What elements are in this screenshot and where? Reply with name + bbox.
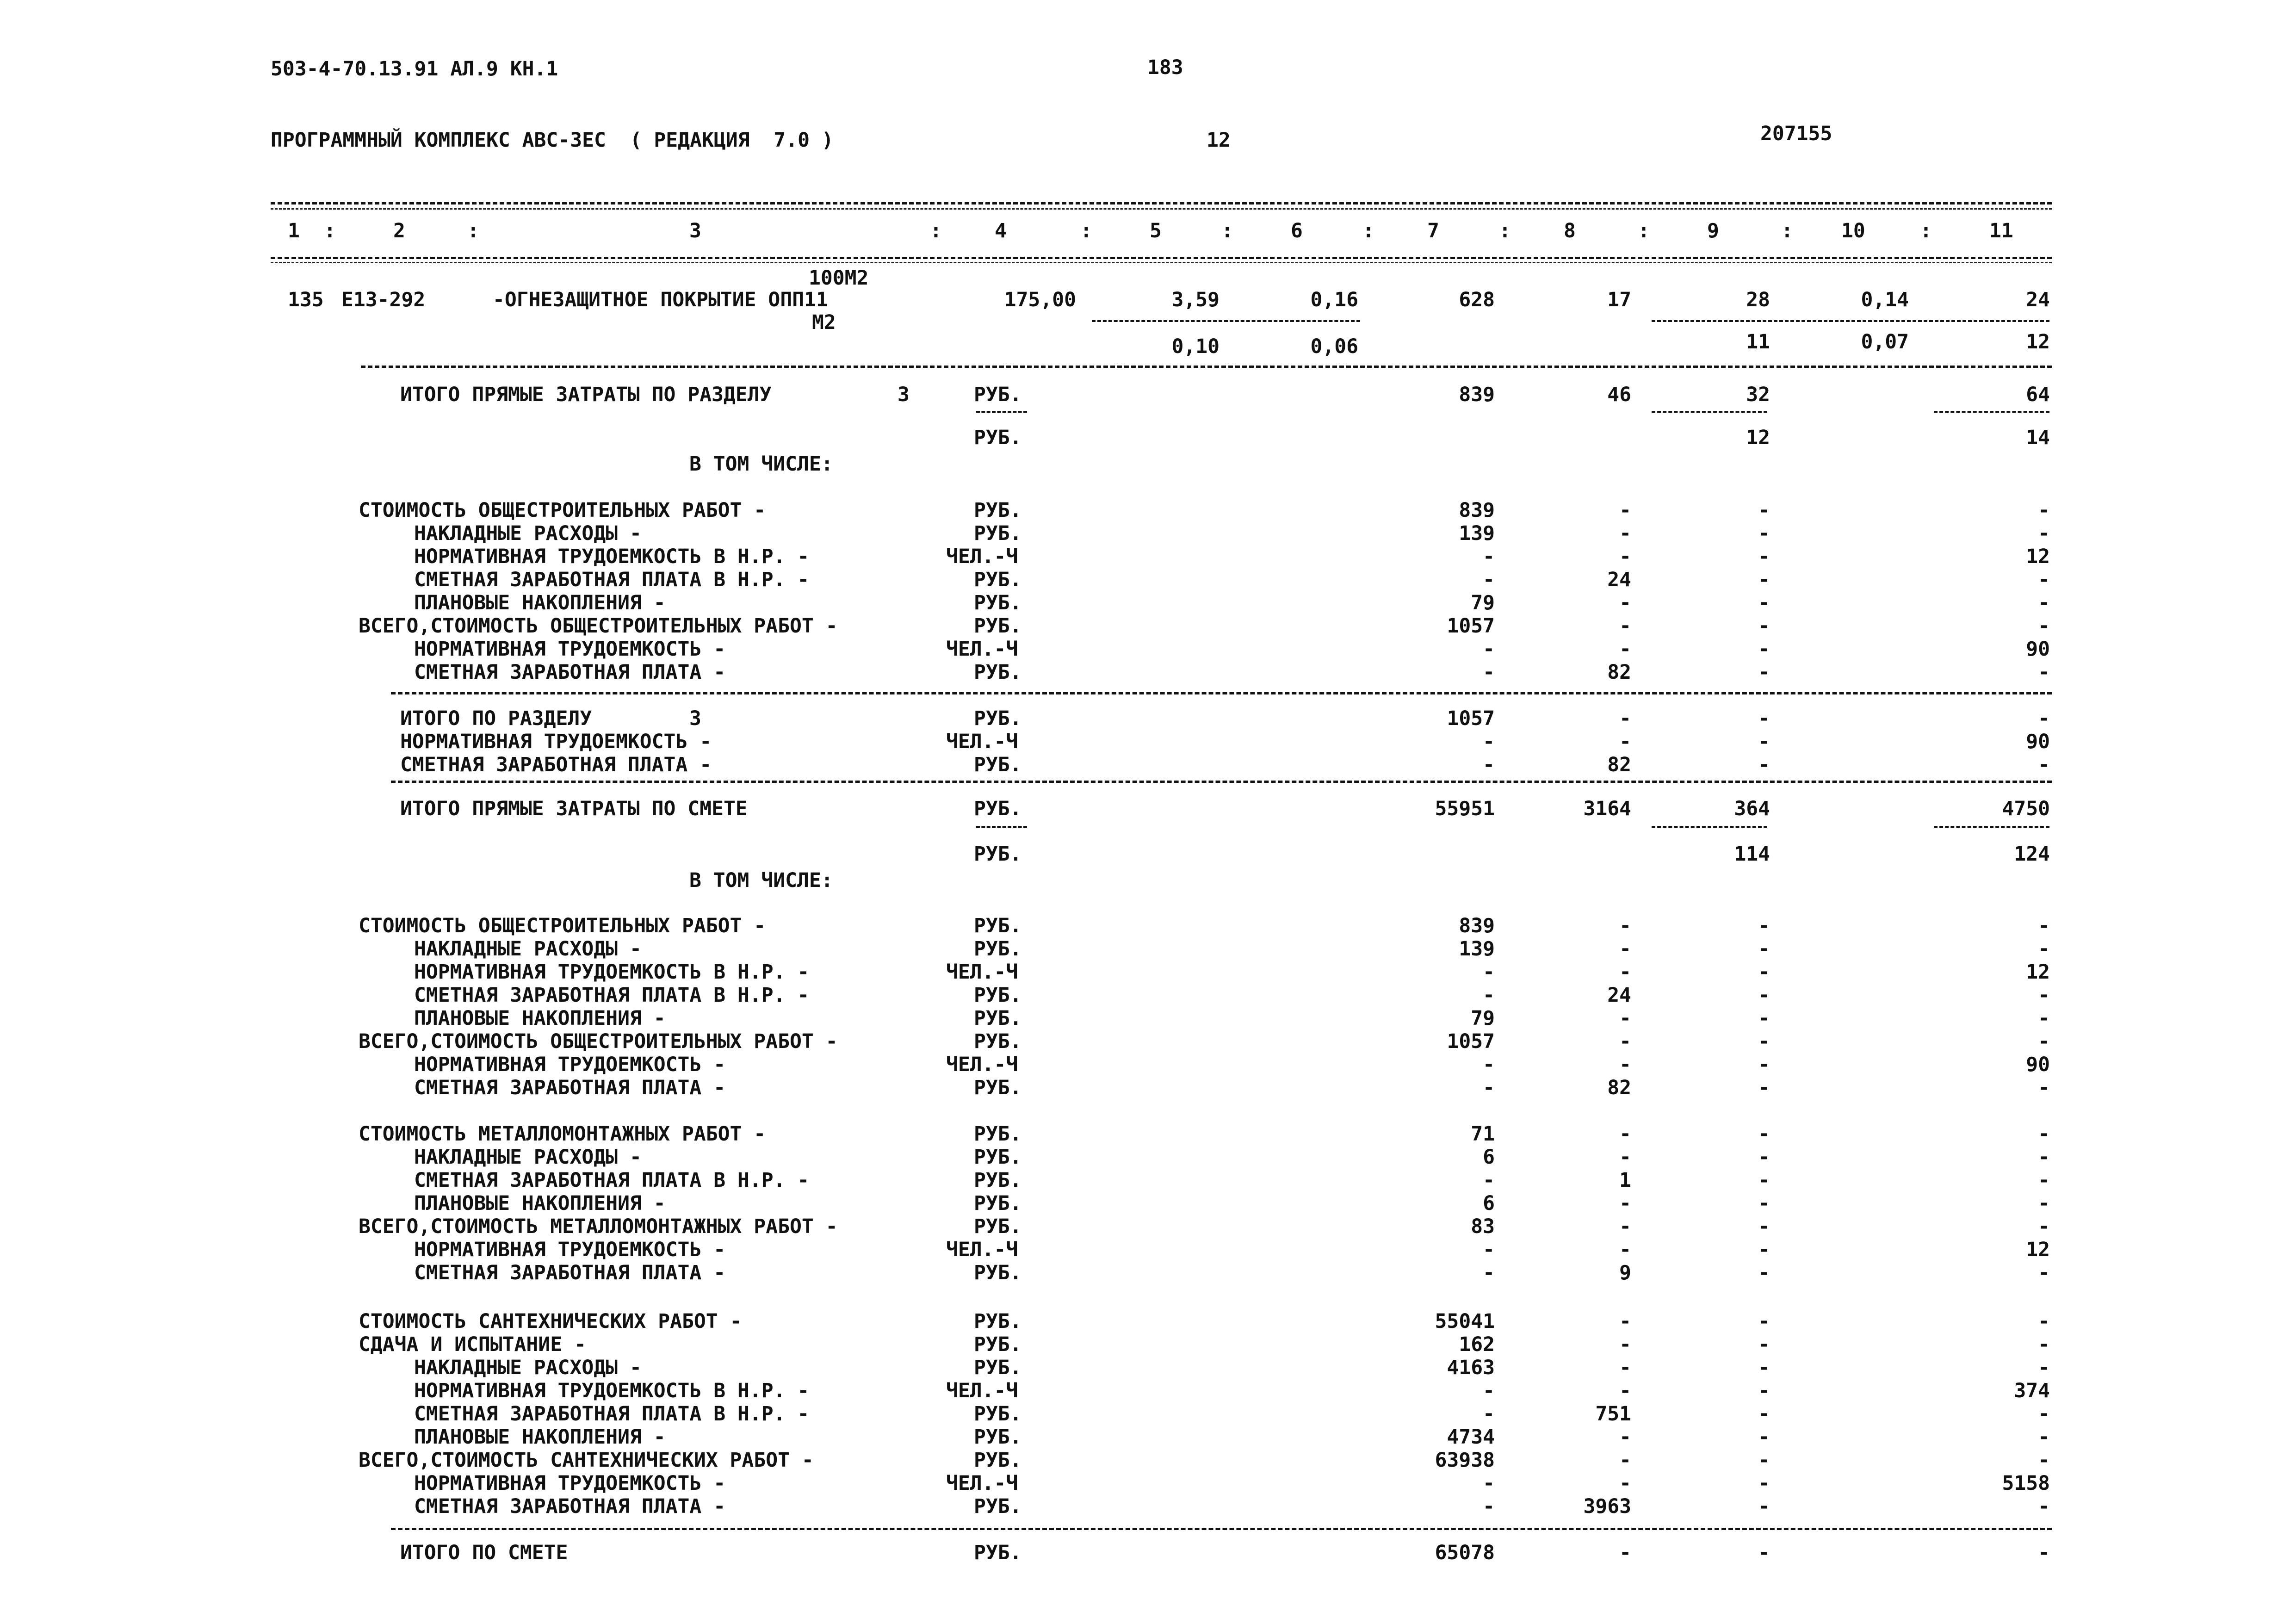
row-unit: РУБ.: [974, 1261, 1022, 1284]
row-col7: -: [1483, 1238, 1495, 1261]
column-header-2: 2: [393, 219, 405, 242]
row-col7: -: [1483, 1261, 1495, 1284]
row-col11: -: [2038, 1541, 2050, 1564]
row-col9: -: [1758, 614, 1770, 638]
row-col9: -: [1758, 1192, 1770, 1215]
row-col11: -: [2038, 591, 2050, 614]
section-rule-3: [391, 1528, 2052, 1530]
item-col9: 28: [1746, 288, 1770, 311]
row-col7: -: [1483, 661, 1495, 684]
row-col7: -: [1483, 1402, 1495, 1426]
row-col7: 55041: [1435, 1310, 1495, 1333]
item-col10: 0,14: [1861, 288, 1909, 311]
row-unit: РУБ.: [974, 1007, 1022, 1030]
row-unit: ЧЕЛ.-Ч: [946, 961, 1018, 984]
row-col7: 79: [1471, 591, 1495, 614]
row-col7: 839: [1459, 383, 1495, 406]
row-unit: РУБ.: [974, 937, 1022, 961]
item-quantity: 175,00: [1004, 288, 1076, 311]
row-col9: -: [1758, 914, 1770, 937]
header-bottom-rule-2: [271, 262, 2052, 263]
row-col9: -: [1758, 1541, 1770, 1564]
item-unit-bottom: М2: [812, 311, 836, 334]
row-col11: 90: [2026, 638, 2050, 661]
row-col8: -: [1619, 1053, 1631, 1076]
row-col7: -: [1483, 730, 1495, 753]
row-label: НОРМАТИВНАЯ ТРУДОЕМКОСТЬ -: [400, 730, 712, 753]
row-label: ПЛАНОВЫЕ НАКОПЛЕНИЯ -: [414, 1426, 666, 1449]
row-label: СТОИМОСТЬ ОБЩЕСТРОИТЕЛЬНЫХ РАБОТ -: [359, 914, 766, 937]
row-col7: -: [1483, 545, 1495, 568]
row-col8: 24: [1607, 568, 1631, 591]
column-separator: :: [1499, 219, 1511, 242]
row-col9: -: [1758, 753, 1770, 776]
item-bottom-rule: [361, 366, 2052, 368]
row-label: В ТОМ ЧИСЛЕ:: [689, 452, 833, 476]
row-col8: -: [1619, 1541, 1631, 1564]
row-unit: РУБ.: [974, 984, 1022, 1007]
row-section-number: 3: [689, 707, 701, 730]
row-label: НОРМАТИВНАЯ ТРУДОЕМКОСТЬ -: [414, 638, 726, 661]
row-col11: -: [2038, 661, 2050, 684]
row-col11: -: [2038, 1356, 2050, 1379]
row-col11: -: [2038, 1192, 2050, 1215]
row-unit: РУБ.: [974, 1402, 1022, 1426]
row-col8: -: [1619, 961, 1631, 984]
row-col11: -: [2038, 1426, 2050, 1449]
row-col8: 9: [1619, 1261, 1631, 1284]
row-unit: РУБ.: [974, 1333, 1022, 1356]
row-col8: -: [1619, 499, 1631, 522]
row-col7: 4163: [1447, 1356, 1495, 1379]
row-col11: 5158: [2002, 1472, 2050, 1495]
row-col9: -: [1758, 1402, 1770, 1426]
column-separator: :: [930, 219, 942, 242]
row-label: СТОИМОСТЬ ОБЩЕСТРОИТЕЛЬНЫХ РАБОТ -: [359, 499, 766, 522]
row-col7: 79: [1471, 1007, 1495, 1030]
table-top-rule: [271, 202, 2052, 205]
row-col11: 64: [2026, 383, 2050, 406]
row-col8: -: [1619, 1215, 1631, 1238]
row-col8: -: [1619, 1449, 1631, 1472]
item-col11: 24: [2026, 288, 2050, 311]
item-col10-sub: 0,07: [1861, 330, 1909, 353]
row-col7: -: [1483, 1169, 1495, 1192]
table-top-rule-2: [271, 208, 2052, 210]
row-col7: 1057: [1447, 1030, 1495, 1053]
program-title: ПРОГРАММНЫЙ КОМПЛЕКС АВС-3ЕС ( РЕДАКЦИЯ 7.0 ): [271, 129, 834, 152]
row-col8: 1: [1619, 1169, 1631, 1192]
row-col9: -: [1758, 1426, 1770, 1449]
row-col9: -: [1758, 707, 1770, 730]
row-unit: РУБ.: [974, 1192, 1022, 1215]
row-label: ПЛАНОВЫЕ НАКОПЛЕНИЯ -: [414, 1192, 666, 1215]
row-col7: 6: [1483, 1146, 1495, 1169]
row-unit: РУБ.: [974, 568, 1022, 591]
row-col8: 82: [1607, 753, 1631, 776]
row-label: СТОИМОСТЬ САНТЕХНИЧЕСКИХ РАБОТ -: [359, 1310, 742, 1333]
row-col11: -: [2038, 914, 2050, 937]
row-col7: 1057: [1447, 614, 1495, 638]
page-number: 183: [1147, 56, 1183, 79]
row-unit: РУБ.: [974, 499, 1022, 522]
row-col9: -: [1758, 937, 1770, 961]
row-col7: 71: [1471, 1122, 1495, 1146]
row-col8: 3963: [1583, 1495, 1631, 1518]
item-code: Е13-292: [341, 288, 426, 311]
row-label: ПЛАНОВЫЕ НАКОПЛЕНИЯ -: [414, 591, 666, 614]
row-col11: -: [2038, 707, 2050, 730]
row-col11: -: [2038, 1333, 2050, 1356]
row-col11: -: [2038, 753, 2050, 776]
row-col11: 14: [2026, 426, 2050, 449]
row-col9: -: [1758, 1076, 1770, 1099]
row-label: ВСЕГО,СТОИМОСТЬ ОБЩЕСТРОИТЕЛЬНЫХ РАБОТ -: [359, 614, 838, 638]
row-col9: -: [1758, 730, 1770, 753]
row-col7: 55951: [1435, 797, 1495, 820]
subrule-c11-2: [1934, 826, 2049, 828]
row-label: В ТОМ ЧИСЛЕ:: [689, 869, 833, 892]
row-label: НОРМАТИВНАЯ ТРУДОЕМКОСТЬ В Н.Р. -: [414, 961, 810, 984]
row-col9: -: [1758, 1472, 1770, 1495]
row-unit: РУБ.: [974, 1215, 1022, 1238]
subrule-unit-2: [976, 826, 1027, 828]
row-col9: -: [1758, 984, 1770, 1007]
row-label: НАКЛАДНЫЕ РАСХОДЫ -: [414, 1146, 642, 1169]
subrule-c11-1: [1934, 411, 2049, 413]
row-col8: -: [1619, 591, 1631, 614]
row-col8: -: [1619, 1356, 1631, 1379]
row-col9: -: [1758, 1310, 1770, 1333]
row-col9: -: [1758, 1215, 1770, 1238]
row-unit: РУБ.: [974, 383, 1022, 406]
row-col8: -: [1619, 522, 1631, 545]
row-col9: -: [1758, 1122, 1770, 1146]
row-unit: РУБ.: [974, 1146, 1022, 1169]
row-col11: -: [2038, 568, 2050, 591]
row-col9: -: [1758, 1356, 1770, 1379]
row-col8: 3164: [1583, 797, 1631, 820]
row-unit: РУБ.: [974, 1541, 1022, 1564]
row-col8: 46: [1607, 383, 1631, 406]
item-col11-sub: 12: [2026, 330, 2050, 353]
row-col11: -: [2038, 1169, 2050, 1192]
row-col9: -: [1758, 568, 1770, 591]
column-header-5: 5: [1150, 219, 1162, 242]
row-col9: -: [1758, 638, 1770, 661]
row-label: НАКЛАДНЫЕ РАСХОДЫ -: [414, 1356, 642, 1379]
column-header-9: 9: [1707, 219, 1719, 242]
row-col7: -: [1483, 753, 1495, 776]
row-col11: 90: [2026, 730, 2050, 753]
row-col8: -: [1619, 1007, 1631, 1030]
row-col11: 374: [2014, 1379, 2050, 1402]
row-col7: 839: [1459, 914, 1495, 937]
header-bottom-rule: [271, 257, 2052, 259]
item-col7: 628: [1459, 288, 1495, 311]
row-unit: ЧЕЛ.-Ч: [946, 730, 1018, 753]
row-label: НАКЛАДНЫЕ РАСХОДЫ -: [414, 937, 642, 961]
row-col9: -: [1758, 545, 1770, 568]
row-unit: РУБ.: [974, 707, 1022, 730]
row-col7: -: [1483, 1053, 1495, 1076]
row-label: НОРМАТИВНАЯ ТРУДОЕМКОСТЬ В Н.Р. -: [414, 545, 810, 568]
row-unit: ЧЕЛ.-Ч: [946, 545, 1018, 568]
column-header-8: 8: [1564, 219, 1576, 242]
row-section-number: 3: [898, 383, 910, 406]
row-col9: -: [1758, 1007, 1770, 1030]
column-separator: :: [1221, 219, 1233, 242]
row-col9: -: [1758, 1238, 1770, 1261]
row-col7: -: [1483, 961, 1495, 984]
row-col8: 82: [1607, 1076, 1631, 1099]
row-unit: РУБ.: [974, 614, 1022, 638]
row-col7: 162: [1459, 1333, 1495, 1356]
row-col9: -: [1758, 1495, 1770, 1518]
row-col8: -: [1619, 1192, 1631, 1215]
section-rule-2: [391, 781, 2052, 783]
row-label: СМЕТНАЯ ЗАРАБОТНАЯ ПЛАТА -: [414, 661, 726, 684]
row-unit: ЧЕЛ.-Ч: [946, 1053, 1018, 1076]
row-unit: РУБ.: [974, 661, 1022, 684]
column-separator: :: [1781, 219, 1793, 242]
row-col8: -: [1619, 937, 1631, 961]
column-header-1: 1: [288, 219, 300, 242]
row-col7: 65078: [1435, 1541, 1495, 1564]
row-col7: -: [1483, 1495, 1495, 1518]
row-col11: -: [2038, 1030, 2050, 1053]
row-col9: -: [1758, 1449, 1770, 1472]
item-col5: 3,59: [1171, 288, 1220, 311]
row-label: СМЕТНАЯ ЗАРАБОТНАЯ ПЛАТА В Н.Р. -: [414, 1402, 810, 1426]
row-label: СТОИМОСТЬ МЕТАЛЛОМОНТАЖНЫХ РАБОТ -: [359, 1122, 766, 1146]
row-col7: 139: [1459, 937, 1495, 961]
item-col6-sub: 0,06: [1310, 335, 1358, 358]
column-header-7: 7: [1427, 219, 1439, 242]
row-label: НОРМАТИВНАЯ ТРУДОЕМКОСТЬ -: [414, 1238, 726, 1261]
row-label: ИТОГО ПРЯМЫЕ ЗАТРАТЫ ПО РАЗДЕЛУ: [400, 383, 772, 406]
row-unit: РУБ.: [974, 1426, 1022, 1449]
row-unit: РУБ.: [974, 1449, 1022, 1472]
row-col7: -: [1483, 984, 1495, 1007]
row-col7: 6: [1483, 1192, 1495, 1215]
row-col8: -: [1619, 1238, 1631, 1261]
row-label: ИТОГО ПО СМЕТЕ: [400, 1541, 568, 1564]
item-col5-sub: 0,10: [1171, 335, 1220, 358]
row-col11: -: [2038, 1261, 2050, 1284]
row-unit: РУБ.: [974, 426, 1022, 449]
row-col7: 83: [1471, 1215, 1495, 1238]
item-col8: 17: [1607, 288, 1631, 311]
column-header-6: 6: [1291, 219, 1303, 242]
row-col8: -: [1619, 1310, 1631, 1333]
row-col8: 82: [1607, 661, 1631, 684]
row-col8: 24: [1607, 984, 1631, 1007]
row-col11: 4750: [2002, 797, 2050, 820]
sheet-number: 12: [1207, 129, 1231, 152]
row-col9: -: [1758, 1379, 1770, 1402]
row-col11: -: [2038, 522, 2050, 545]
column-separator: :: [1920, 219, 1932, 242]
row-col8: -: [1619, 638, 1631, 661]
row-col7: -: [1483, 568, 1495, 591]
row-col8: -: [1619, 1472, 1631, 1495]
column-separator: :: [324, 219, 336, 242]
row-col7: 1057: [1447, 707, 1495, 730]
row-col11: -: [2038, 984, 2050, 1007]
row-col9: -: [1758, 1261, 1770, 1284]
document-code: 503-4-70.13.91 АЛ.9 КН.1: [271, 57, 558, 81]
row-col8: -: [1619, 730, 1631, 753]
row-col7: -: [1483, 1379, 1495, 1402]
row-label: НАКЛАДНЫЕ РАСХОДЫ -: [414, 522, 642, 545]
row-col7: 4734: [1447, 1426, 1495, 1449]
row-unit: ЧЕЛ.-Ч: [946, 1472, 1018, 1495]
row-unit: РУБ.: [974, 1169, 1022, 1192]
item-col6: 0,16: [1310, 288, 1358, 311]
column-separator: :: [1362, 219, 1374, 242]
row-col11: -: [2038, 1146, 2050, 1169]
row-col8: -: [1619, 1333, 1631, 1356]
column-header-3: 3: [689, 219, 701, 242]
column-separator: :: [1638, 219, 1650, 242]
row-col9: -: [1758, 1333, 1770, 1356]
row-col11: 12: [2026, 545, 2050, 568]
row-col8: -: [1619, 1030, 1631, 1053]
row-col11: -: [2038, 1449, 2050, 1472]
row-col11: -: [2038, 1076, 2050, 1099]
row-col9: -: [1758, 591, 1770, 614]
row-label: ПЛАНОВЫЕ НАКОПЛЕНИЯ -: [414, 1007, 666, 1030]
row-label: СМЕТНАЯ ЗАРАБОТНАЯ ПЛАТА -: [414, 1495, 726, 1518]
subrule-c9-1: [1652, 411, 1767, 413]
row-unit: РУБ.: [974, 1356, 1022, 1379]
row-label: СМЕТНАЯ ЗАРАБОТНАЯ ПЛАТА -: [414, 1076, 726, 1099]
row-unit: ЧЕЛ.-Ч: [946, 1379, 1018, 1402]
row-col11: -: [2038, 1215, 2050, 1238]
row-unit: ЧЕЛ.-Ч: [946, 1238, 1018, 1261]
row-col9: -: [1758, 1030, 1770, 1053]
column-separator: :: [467, 219, 479, 242]
row-unit: РУБ.: [974, 1030, 1022, 1053]
row-label: СМЕТНАЯ ЗАРАБОТНАЯ ПЛАТА -: [400, 753, 712, 776]
row-col9: -: [1758, 499, 1770, 522]
row-label: ИТОГО ПО РАЗДЕЛУ: [400, 707, 592, 730]
column-header-4: 4: [995, 219, 1007, 242]
document-id: 207155: [1760, 122, 1832, 145]
row-col7: -: [1483, 638, 1495, 661]
row-unit: РУБ.: [974, 1310, 1022, 1333]
row-col11: -: [2038, 1310, 2050, 1333]
item-col9-sub: 11: [1746, 330, 1770, 353]
item-subrule-a: [1092, 320, 1360, 322]
section-rule-1: [391, 692, 2052, 694]
row-col7: 139: [1459, 522, 1495, 545]
row-unit: РУБ.: [974, 1495, 1022, 1518]
row-label: СМЕТНАЯ ЗАРАБОТНАЯ ПЛАТА В Н.Р. -: [414, 984, 810, 1007]
row-label: ВСЕГО,СТОИМОСТЬ САНТЕХНИЧЕСКИХ РАБОТ -: [359, 1449, 814, 1472]
row-unit: ЧЕЛ.-Ч: [946, 638, 1018, 661]
row-col11: -: [2038, 1495, 2050, 1518]
row-col9: 12: [1746, 426, 1770, 449]
row-col9: 364: [1734, 797, 1770, 820]
row-col8: -: [1619, 614, 1631, 638]
row-label: СДАЧА И ИСПЫТАНИЕ -: [359, 1333, 586, 1356]
row-label: ВСЕГО,СТОИМОСТЬ МЕТАЛЛОМОНТАЖНЫХ РАБОТ -: [359, 1215, 838, 1238]
row-label: НОРМАТИВНАЯ ТРУДОЕМКОСТЬ -: [414, 1053, 726, 1076]
row-label: НОРМАТИВНАЯ ТРУДОЕМКОСТЬ В Н.Р. -: [414, 1379, 810, 1402]
column-separator: :: [1080, 219, 1092, 242]
row-col7: 63938: [1435, 1449, 1495, 1472]
row-col11: 12: [2026, 961, 2050, 984]
row-col11: 90: [2026, 1053, 2050, 1076]
row-col8: -: [1619, 1426, 1631, 1449]
item-subrule-b: [1652, 320, 2049, 322]
row-label: СМЕТНАЯ ЗАРАБОТНАЯ ПЛАТА В Н.Р. -: [414, 1169, 810, 1192]
row-unit: РУБ.: [974, 914, 1022, 937]
column-header-11: 11: [1989, 219, 2013, 242]
row-label: НОРМАТИВНАЯ ТРУДОЕМКОСТЬ -: [414, 1472, 726, 1495]
row-col7: -: [1483, 1472, 1495, 1495]
row-col8: -: [1619, 914, 1631, 937]
row-col8: -: [1619, 1122, 1631, 1146]
row-col8: -: [1619, 545, 1631, 568]
row-col11: -: [2038, 937, 2050, 961]
row-unit: РУБ.: [974, 753, 1022, 776]
row-label: СМЕТНАЯ ЗАРАБОТНАЯ ПЛАТА -: [414, 1261, 726, 1284]
row-col9: -: [1758, 961, 1770, 984]
row-col8: -: [1619, 1379, 1631, 1402]
subrule-c9-2: [1652, 826, 1767, 828]
row-col8: -: [1619, 1146, 1631, 1169]
row-col9: -: [1758, 1146, 1770, 1169]
row-col8: 751: [1595, 1402, 1631, 1426]
row-col11: 12: [2026, 1238, 2050, 1261]
row-col9: -: [1758, 1169, 1770, 1192]
row-col11: -: [2038, 1122, 2050, 1146]
row-col9: 32: [1746, 383, 1770, 406]
row-col7: 839: [1459, 499, 1495, 522]
subrule-unit-1: [976, 411, 1027, 413]
row-col7: -: [1483, 1076, 1495, 1099]
row-label: СМЕТНАЯ ЗАРАБОТНАЯ ПЛАТА В Н.Р. -: [414, 568, 810, 591]
row-col11: -: [2038, 614, 2050, 638]
row-col9: -: [1758, 1053, 1770, 1076]
row-unit: РУБ.: [974, 843, 1022, 866]
row-col11: -: [2038, 499, 2050, 522]
row-unit: РУБ.: [974, 591, 1022, 614]
row-label: ИТОГО ПРЯМЫЕ ЗАТРАТЫ ПО СМЕТЕ: [400, 797, 748, 820]
row-col11: -: [2038, 1007, 2050, 1030]
row-col11: -: [2038, 1402, 2050, 1426]
row-col9: -: [1758, 522, 1770, 545]
row-col8: -: [1619, 707, 1631, 730]
row-label: ВСЕГО,СТОИМОСТЬ ОБЩЕСТРОИТЕЛЬНЫХ РАБОТ -: [359, 1030, 838, 1053]
row-unit: РУБ.: [974, 522, 1022, 545]
row-col9: -: [1758, 661, 1770, 684]
item-number: 135: [288, 288, 324, 311]
row-col9: 114: [1734, 843, 1770, 866]
row-unit: РУБ.: [974, 1122, 1022, 1146]
item-name: -ОГНЕЗАЩИТНОЕ ПОКРЫТИЕ ОПП11: [493, 288, 828, 311]
item-unit-top: 100М2: [809, 267, 869, 290]
row-unit: РУБ.: [974, 797, 1022, 820]
column-header-10: 10: [1841, 219, 1865, 242]
row-unit: РУБ.: [974, 1076, 1022, 1099]
row-col11: 124: [2014, 843, 2050, 866]
